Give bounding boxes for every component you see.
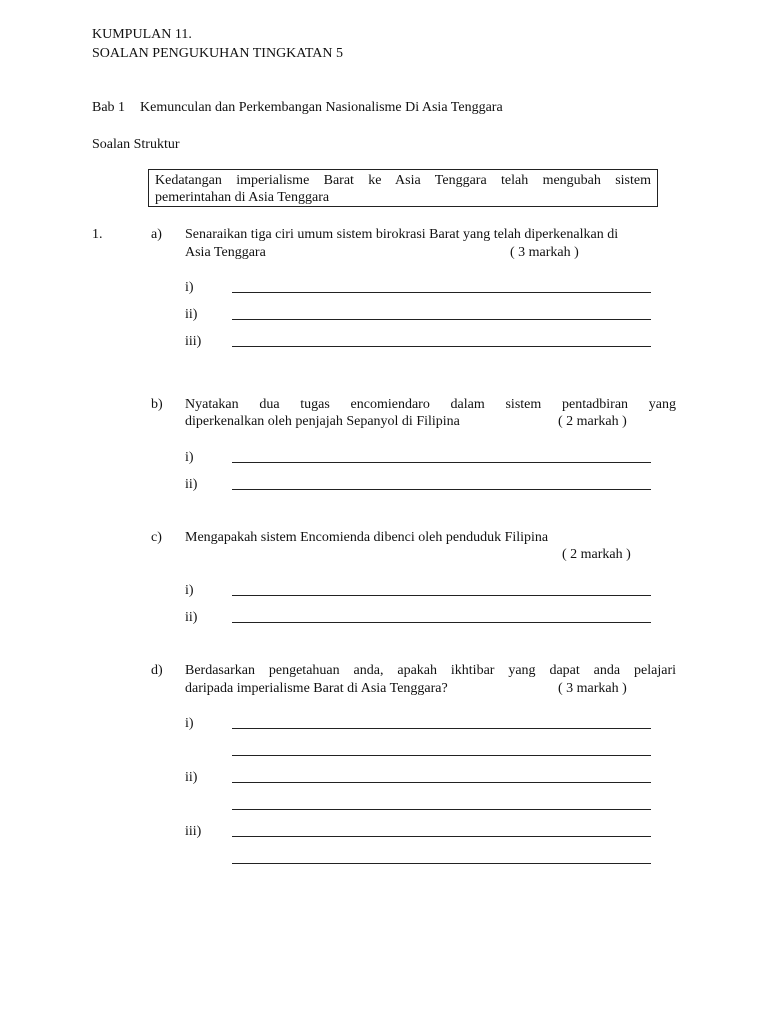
answer-line[interactable] (232, 489, 651, 490)
answer-label: iii) (185, 824, 202, 839)
answer-line[interactable] (232, 292, 651, 293)
marks-label: ( 3 markah ) (510, 245, 579, 260)
stimulus-box (148, 169, 658, 207)
part-label: d) (151, 663, 163, 678)
answer-line[interactable] (232, 863, 651, 864)
answer-line[interactable] (232, 782, 651, 783)
part-text-line-2: daripada imperialisme Barat di Asia Tenggara? (185, 681, 448, 696)
chapter-number: Bab 1 (92, 100, 126, 115)
chapter-title: Kemunculan dan Perkembangan Nasionalisme Di Asia Tenggara (140, 100, 503, 115)
answer-label: i) (185, 280, 194, 295)
question-number: 1. (92, 227, 103, 242)
answer-line[interactable] (232, 346, 651, 347)
part-label: c) (151, 530, 162, 545)
part-label: a) (151, 227, 162, 242)
stimulus-line-2: pemerintahan di Asia Tenggara (155, 190, 330, 205)
part-text-line-1: Senaraikan tiga ciri umum sistem birokrasi Barat yang telah diperkenalkan di (185, 227, 619, 242)
answer-line[interactable] (232, 622, 651, 623)
answer-label: iii) (185, 334, 202, 349)
answer-label: ii) (185, 477, 198, 492)
answer-line[interactable] (232, 755, 651, 756)
part-text-line-2: Asia Tenggara (185, 245, 266, 260)
answer-label: i) (185, 450, 194, 465)
part-text-line-1: Mengapakah sistem Encomienda dibenci oleh penduduk Filipina (185, 530, 549, 545)
answer-line[interactable] (232, 728, 651, 729)
part-text-line-2: diperkenalkan oleh penjajah Sepanyol di Filipina (185, 414, 460, 429)
answer-line[interactable] (232, 462, 651, 463)
marks-label: ( 2 markah ) (558, 414, 627, 429)
marks-label: ( 2 markah ) (562, 547, 631, 562)
answer-label: i) (185, 716, 194, 731)
answer-label: i) (185, 583, 194, 598)
part-label: b) (151, 397, 163, 412)
chapter-heading (92, 99, 503, 116)
part-text-line-1: Nyatakan dua tugas encomiendaro dalam sistem pentadbiran yang (185, 397, 676, 412)
part-text-line-1: Berdasarkan pengetahuan anda, apakah ikhtibar yang dapat anda pelajari (185, 663, 676, 678)
stimulus-line-1: Kedatangan imperialisme Barat ke Asia Tenggara telah mengubah sistem (155, 173, 651, 188)
answer-line[interactable] (232, 319, 651, 320)
marks-label: ( 3 markah ) (558, 681, 627, 696)
header-kumpulan: KUMPULAN 11. (92, 27, 192, 42)
section-title: Soalan Struktur (92, 137, 180, 152)
answer-label: ii) (185, 770, 198, 785)
answer-line[interactable] (232, 595, 651, 596)
header-title: SOALAN PENGUKUHAN TINGKATAN 5 (92, 46, 344, 61)
answer-label: ii) (185, 307, 198, 322)
answer-line[interactable] (232, 836, 651, 837)
answer-line[interactable] (232, 809, 651, 810)
answer-label: ii) (185, 610, 198, 625)
